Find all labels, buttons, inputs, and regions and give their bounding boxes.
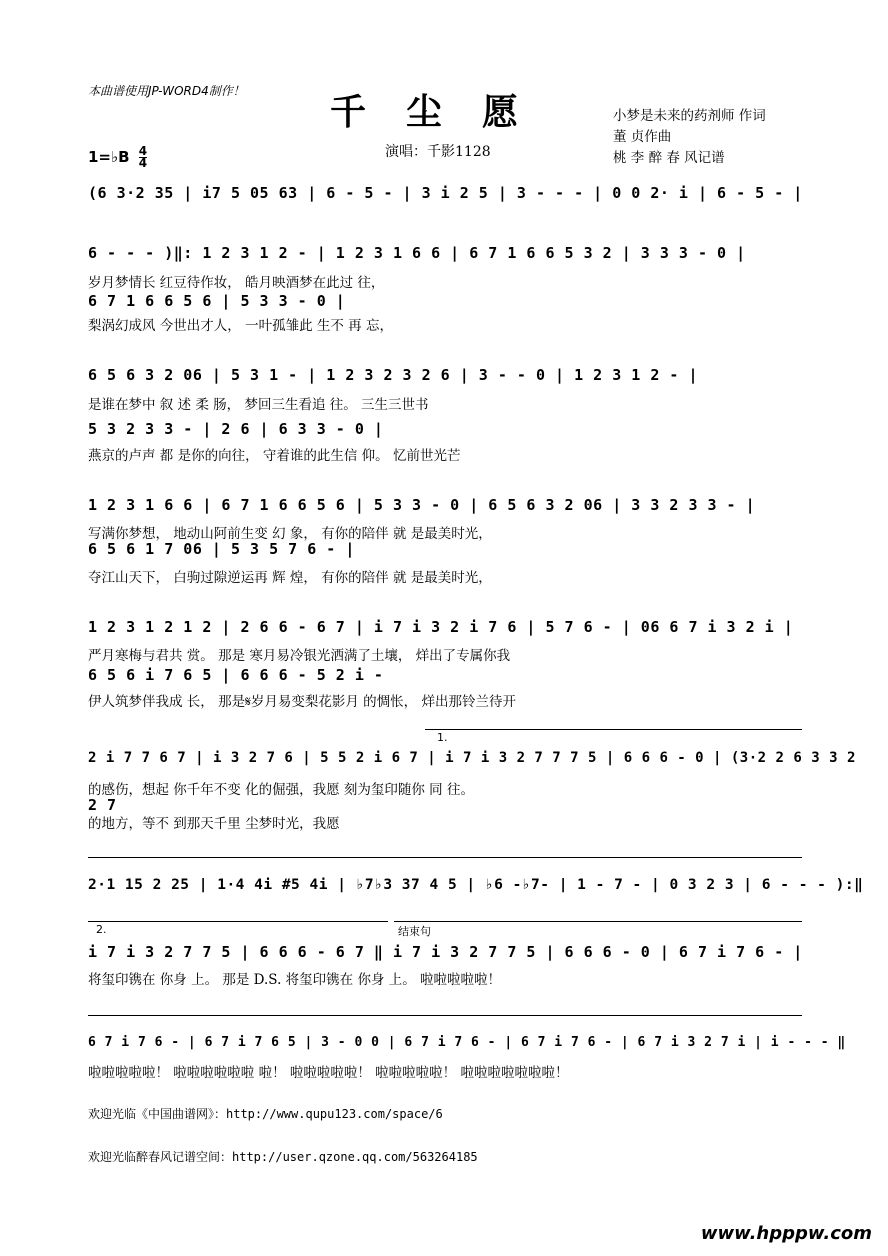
footer-link-1[interactable]: 欢迎光临《中国曲谱网》：http://www.qupu123.com/space/6 [88, 1107, 443, 1121]
notation-line: 6 7 1 6 6 5 6 | 5 3 3 - 0 | [88, 292, 346, 310]
lyric-line: 写满你梦想， 地动山阿前生变 幻 象， 有你的陪伴 就 是最美时光， [88, 526, 492, 542]
notation-line: 2·1 15 2 25 | 1·4 4i #5 4i | ♭7♭3 37 4 5 | ♭6 -♭7- | 1 - 7 - | 0 3 2 3 | 6 - - - ):‖ [88, 877, 864, 893]
footer-link-2[interactable]: 欢迎光临醉春风记谱空间：http://user.qzone.qq.com/563264185 [88, 1150, 478, 1164]
volta1-label: 1. [437, 731, 448, 744]
lyric-line: 岁月梦情长 红豆待作妆， 皓月映酒梦在此过 往， [88, 275, 385, 291]
lyric-line: 燕京的卢声 都 是你的向往， 守着谁的此生信 仰。 忆前世光芒 [88, 448, 461, 464]
notation-line: 1 2 3 1 6 6 | 6 7 1 6 6 5 6 | 5 3 3 - 0 | 6 5 6 3 2 06 | 3 3 2 3 3 - | [88, 496, 756, 514]
key-label: 1=♭B [88, 148, 130, 166]
lyric-line: 的感伤，想起 你千年不变 化的倔强，我愿 刻为玺印随你 同 往。 [88, 782, 474, 798]
notation-line: i 7 i 3 2 7 7 5 | 6 6 6 - 6 7 ‖ i 7 i 3 2 7 7 5 | 6 6 6 - 0 | 6 7 i 7 6 - | [88, 943, 803, 961]
notation-line: 6 5 6 1 7 06 | 5 3 5 7 6 - | [88, 540, 355, 558]
watermark: www.hpppw.com [700, 1223, 872, 1244]
ending-line [394, 921, 802, 922]
software-note: 本曲谱使用JP-WORD4制作！ [88, 84, 245, 98]
lyric-line: 伊人筑梦伴我成 长， 那是𝄋岁月易变梨花影月 的惆怅， 烊出那铃兰待开 [88, 694, 516, 710]
notation-line: 6 5 6 i 7 6 5 | 6 6 6 - 5 2 i - [88, 666, 384, 684]
lyric-line: 将玺印镌在 你身 上。 那是 D.S. 将玺印镌在 你身 上。 啦啦啦啦啦！ [88, 972, 502, 988]
lyric-line: 梨涡幻成风 今世出才人， 一叶孤雏此 生不 再 忘， [88, 318, 393, 334]
repeat-line [88, 857, 802, 858]
lyric-line: 夺江山天下， 白驹过隙逆运再 辉 煌， 有你的陪伴 就 是最美时光， [88, 570, 492, 586]
volta2-label: 2. [96, 923, 107, 936]
lyric-line: 啦啦啦啦啦！ 啦啦啦啦啦啦 啦！ 啦啦啦啦啦！ 啦啦啦啦啦！ 啦啦啦啦啦啦啦！ [88, 1065, 569, 1081]
song-title: 千尘愿 [330, 91, 559, 133]
notation-line: 6 - - - )‖: 1 2 3 1 2 - | 1 2 3 1 6 6 | 6 7 1 6 6 5 3 2 | 3 3 3 - 0 | [88, 244, 746, 262]
credit-composer: 董 贞作曲 [613, 129, 672, 145]
notation-line: 2 i 7 7 6 7 | i 3 2 7 6 | 5 5 2 i 6 7 | i 7 i 3 2 7 7 7 5 | 6 6 6 - 0 | (3·2 2 6 3 3 2 [88, 750, 856, 766]
singer: 演唱：千影1128 [385, 144, 491, 160]
notation-line: 5 3 2 3 3 - | 2 6 | 6 3 3 - 0 | [88, 420, 384, 438]
final-line [88, 1015, 802, 1016]
volta2-line [88, 921, 388, 922]
ending-label: 结束句 [398, 925, 431, 938]
notation-line: 6 5 6 3 2 06 | 5 3 1 - | 1 2 3 2 3 2 6 | 3 - - 0 | 1 2 3 1 2 - | [88, 366, 698, 384]
lyric-line: 是谁在梦中 叙 述 柔 肠， 梦回三生看追 往。 三生三世书 [88, 397, 429, 413]
notation-line: (6 3·2 35 | i7 5 05 63 | 6 - 5 - | 3 i 2 5 | 3 - - - | 0 0 2· i | 6 - 5 - | [88, 184, 803, 202]
lyric-line: 的地方，等不 到那天千里 尘梦时光，我愿 [88, 816, 340, 832]
credit-lyricist: 小梦是未来的药剂师 作词 [613, 108, 766, 124]
time-denominator: 4 [138, 156, 148, 170]
time-numerator: 4 [138, 144, 148, 158]
credits [613, 106, 766, 169]
time-signature [139, 146, 147, 169]
notation-line: 2 7 [88, 796, 117, 814]
key-signature [88, 146, 147, 169]
lyric-line: 严月寒梅与君共 赏。 那是 寒月易冷银光洒满了土壤， 烊出了专属你我 [88, 648, 511, 664]
volta1-line [425, 729, 802, 730]
credit-transcriber: 桃 李 醉 春 风记谱 [613, 150, 725, 166]
notation-line: 1 2 3 1 2 1 2 | 2 6 6 - 6 7 | i 7 i 3 2 i 7 6 | 5 7 6 - | 06 6 7 i 3 2 i | [88, 618, 794, 636]
notation-line: 6 7 i 7 6 - | 6 7 i 7 6 5 | 3 - 0 0 | 6 7 i 7 6 - | 6 7 i 7 6 - | 6 7 i 3 2 7 i | i - - - ‖ [88, 1035, 846, 1050]
